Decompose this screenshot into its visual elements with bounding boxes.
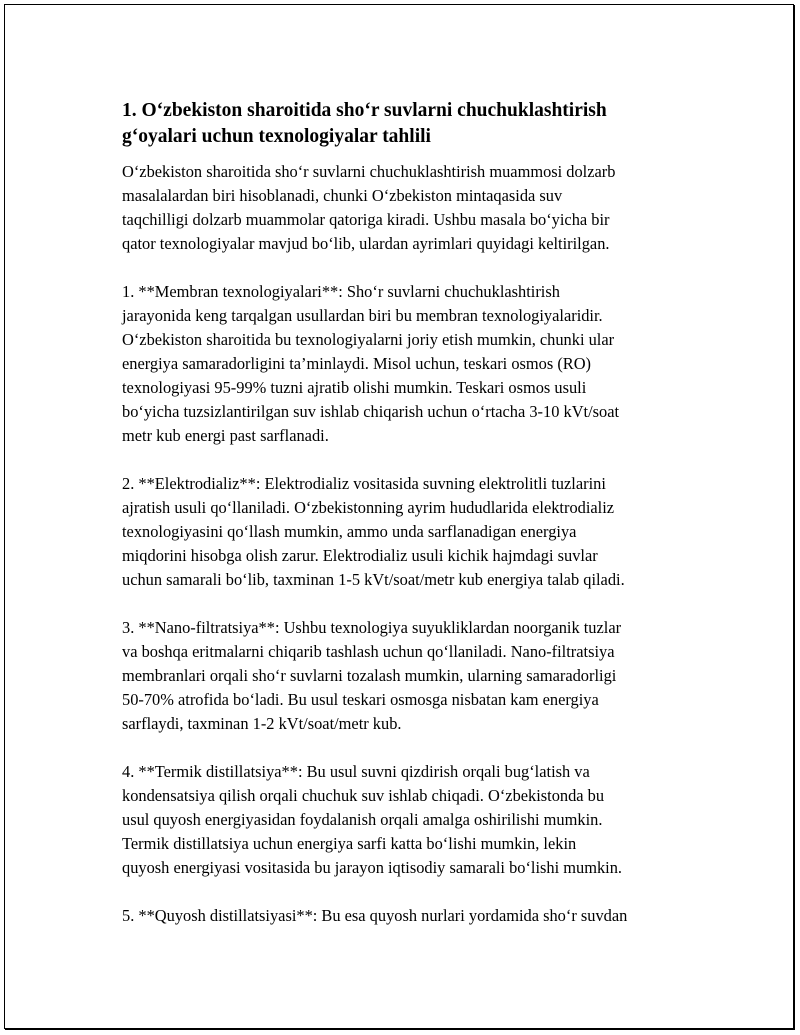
- nanofiltration-paragraph: 3. **Nano-filtratsiya**: Ushbu texnologiya suyukliklardan noorganik tuzlar va boshqa eritmalarni chiqarib tashlash uchun qo‘llaniladi. Nano-filtratsiya membranlari orqali sho‘r suvlarni tozalash mumkin, ularning samaradorligi 50-70% atrofida bo‘ladi. Bu usul teskari osmosga nisbatan kam energiya sarflaydi, taxminan 1-2 kVt/soat/metr kub.: [122, 618, 622, 733]
- document-page: [4, 4, 794, 1029]
- membrane-technologies-paragraph: 1. **Membran texnologiyalari**: Sho‘r suvlarni chuchuklashtirish jarayonida keng tarqalgan usullardan biri bu membran texnologiyalaridir. O‘zbekiston sharoitida bu texnologiyalarni joriy etish mumkin, chunki ular energiya samaradorligini ta’minlaydi. Misol uchun, teskari osmos (RO) texnologiyasi 95-99% tuzni ajratib olishi mumkin. Teskari osmos usuli bo‘yicha tuzsizlantirilgan suv ishlab chiqarish uchun o‘rtacha 3-10 kVt/soat metr kub energi past sarflanadi.: [122, 282, 620, 445]
- electrodialysis-paragraph: 2. **Elektrodializ**: Elektrodializ vositasida suvning elektrolitli tuzlarini ajratish usuli qo‘llaniladi. O‘zbekistonning ayrim hududlarida elektrodializ texnologiyasini qo‘llash mumkin, ammo unda sarflanadigan energiya miqdorini hisobga olish zarur. Elektrodializ usuli kichik hajmdagi suvlar uchun samarali bo‘lib, taxminan 1-5 kVt/soat/metr kub energiya talab qiladi.: [122, 474, 625, 589]
- thermal-distillation-paragraph: 4. **Termik distillatsiya**: Bu usul suvni qizdirish orqali bug‘latish va kondensatsiya qilish orqali chuchuk suv ishlab chiqadi. O‘zbekistonda bu usul quyosh energiyasidan foydalanish orqali amalga oshirilishi mumkin. Termik distillatsiya uchun energiya sarfi katta bo‘lishi mumkin, lekin quyosh energiyasi vositasida bu jarayon iqtisodiy samarali bo‘lishi mumkin.: [122, 762, 623, 877]
- section-heading: 1. O‘zbekiston sharoitida sho‘r suvlarni chuchuklashtirish g‘oyalari uchun texnologiyalar tahlili: [122, 100, 607, 147]
- solar-distillation-paragraph: 5. **Quyosh distillatsiyasi**: Bu esa quyosh nurlari yordamida sho‘r suvdan: [122, 906, 628, 925]
- intro-paragraph: O‘zbekiston sharoitida sho‘r suvlarni chuchuklashtirish muammosi dolzarb masalalardan biri hisoblanadi, chunki O‘zbekiston mintaqasida suv taqchilligi dolzarb muammolar qatoriga kiradi. Ushbu masala bo‘yicha bir qator texnologiyalar mavjud bo‘lib, ulardan ayrimlari quyidagi keltirilgan.: [122, 162, 616, 253]
- document-body: [122, 98, 697, 952]
